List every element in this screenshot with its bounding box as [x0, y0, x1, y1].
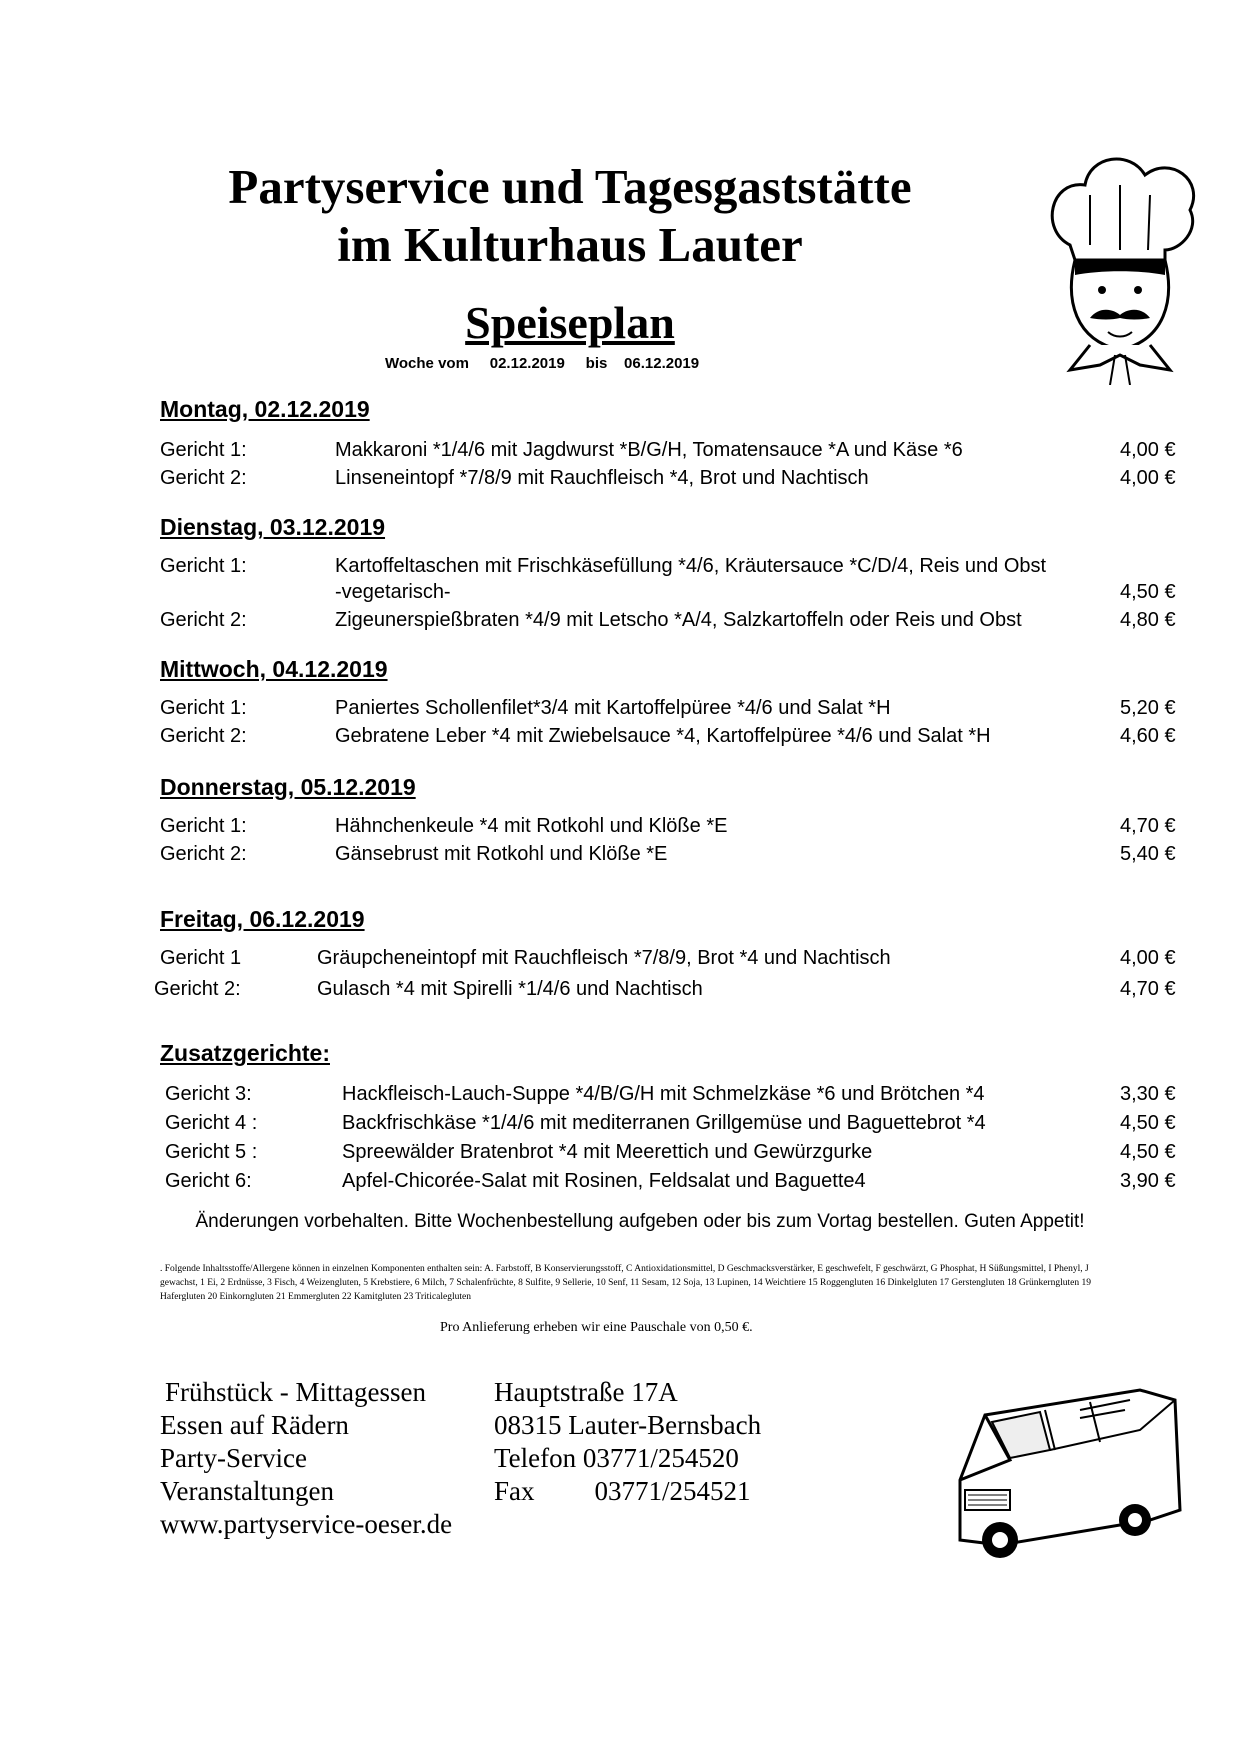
- dish-name: Hackfleisch-Lauch-Suppe *4/B/G/H mit Schmelzkäse *6 und Brötchen *4: [342, 1083, 985, 1105]
- dish-label: Gericht 5 :: [165, 1141, 258, 1163]
- dish-name: Zigeunerspießbraten *4/9 mit Letscho *A/4, Salzkartoffeln oder Reis und Obst: [335, 609, 1022, 631]
- week-range: [385, 355, 699, 372]
- website-link[interactable]: www.partyservice-oeser.de: [160, 1509, 453, 1539]
- dish-label: Gericht 1: [160, 947, 242, 969]
- dish-name: Apfel-Chicorée-Salat mit Rosinen, Feldsalat und Baguette4: [342, 1170, 866, 1192]
- menu-heading: Speiseplan: [465, 297, 675, 348]
- day-heading-thursday: Donnerstag, 05.12.2019: [160, 774, 416, 800]
- dish-label: Gericht 1:: [160, 697, 247, 719]
- week-from: 02.12.2019: [489, 355, 565, 372]
- footer-service: Veranstaltungen: [160, 1476, 334, 1506]
- chef-icon: [1030, 150, 1210, 385]
- dish-price: 3,90 €: [1120, 1170, 1176, 1192]
- dish-name: Gänsebrust mit Rotkohl und Klöße *E: [335, 843, 668, 865]
- dish-label: Gericht 1:: [160, 439, 247, 461]
- dish-price: 4,60 €: [1120, 725, 1176, 747]
- dish-name: Hähnchenkeule *4 mit Rotkohl und Klöße *E: [335, 815, 728, 837]
- week-separator: bis: [585, 355, 608, 372]
- delivery-van-icon: [940, 1370, 1190, 1570]
- fax-number: 03771/254521: [594, 1476, 751, 1506]
- phone-label: Telefon: [494, 1443, 577, 1473]
- fax-line: [494, 1475, 751, 1508]
- dish-price: 4,50 €: [1120, 581, 1176, 603]
- dish-name: Gräupcheneintopf mit Rauchfleisch *7/8/9, Brot *4 und Nachtisch: [317, 947, 891, 969]
- extras-heading: Zusatzgerichte:: [160, 1040, 330, 1066]
- dish-price: 4,80 €: [1120, 609, 1176, 631]
- dish-label: Gericht 1:: [160, 555, 247, 577]
- footer-service: Party-Service: [160, 1443, 307, 1473]
- dish-price: 5,40 €: [1120, 843, 1176, 865]
- dish-price: 3,30 €: [1120, 1083, 1176, 1105]
- dish-price: 4,70 €: [1120, 815, 1176, 837]
- dish-name: Linseneintopf *7/8/9 mit Rauchfleisch *4, Brot und Nachtisch: [335, 467, 869, 489]
- dish-name: Paniertes Schollenfilet*3/4 mit Kartoffelpüree *4/6 und Salat *H: [335, 697, 891, 719]
- dish-name: Backfrischkäse *1/4/6 mit mediterranen Grillgemüse und Baguettebrot *4: [342, 1112, 986, 1134]
- footer-service: Frühstück - Mittagessen: [165, 1377, 426, 1407]
- dish-price: 4,50 €: [1120, 1112, 1176, 1134]
- phone-number: 03771/254520: [582, 1443, 739, 1473]
- day-heading-monday: Montag, 02.12.2019: [160, 396, 370, 422]
- dish-price: 4,50 €: [1120, 1141, 1176, 1163]
- dish-price: 4,70 €: [1120, 978, 1176, 1000]
- day-heading-wednesday: Mittwoch, 04.12.2019: [160, 656, 388, 682]
- dish-price: 4,00 €: [1120, 467, 1176, 489]
- dish-label: Gericht 2:: [154, 978, 241, 1000]
- fax-label: Fax: [494, 1476, 535, 1506]
- title-line-1: Partyservice und Tagesgaststätte: [228, 159, 912, 214]
- dish-label: Gericht 2:: [160, 843, 247, 865]
- dish-name: Gebratene Leber *4 mit Zwiebelsauce *4, Kartoffelpüree *4/6 und Salat *H: [335, 725, 991, 747]
- dish-label: Gericht 6:: [165, 1170, 252, 1192]
- dish-name: Spreewälder Bratenbrot *4 mit Meerettich und Gewürzgurke: [342, 1141, 873, 1163]
- dish-name: Gulasch *4 mit Spirelli *1/4/6 und Nachtisch: [317, 978, 703, 1000]
- dish-label: Gericht 2:: [160, 609, 247, 631]
- day-heading-tuesday: Dienstag, 03.12.2019: [160, 514, 386, 540]
- title-line-2: im Kulturhaus Lauter: [337, 217, 803, 272]
- day-heading-friday: Freitag, 06.12.2019: [160, 906, 365, 932]
- dish-name: Makkaroni *1/4/6 mit Jagdwurst *B/G/H, Tomatensauce *A und Käse *6: [335, 439, 963, 461]
- dish-name: Kartoffeltaschen mit Frischkäsefüllung *4/6, Kräutersauce *C/D/4, Reis und Obst: [335, 555, 1047, 577]
- dish-price: 4,00 €: [1120, 439, 1176, 461]
- delivery-fee-note: Pro Anlieferung erheben wir eine Pauschale von 0,50 €.: [440, 1320, 753, 1335]
- week-to: 06.12.2019: [624, 355, 700, 372]
- order-notice: Änderungen vorbehalten. Bitte Wochenbestellung aufgeben oder bis zum Vortag bestellen. Guten Appetit!: [195, 1211, 1085, 1232]
- dish-price: 4,00 €: [1120, 947, 1176, 969]
- dish-label: Gericht 4 :: [165, 1112, 258, 1134]
- address-city: 08315 Lauter-Bernsbach: [494, 1410, 762, 1440]
- page-title: [150, 158, 990, 274]
- allergen-legend: . Folgende Inhaltsstoffe/Allergene können in einzelnen Komponenten enthalten sein: A. Farbstoff, B Konservierungsstoff, C Antioxidationsmittel, D Geschmacksverstärker, E geschwefelt, F geschwärzt, G Phosphat, H Süßungsmittel, I Phenyl, J gewachst, 1 Ei, 2 Erdnüsse, 3 Fisch, 4 Weizengluten, 5 Krebstiere, 6 Milch, 7 Schalenfrüchte, 8 Sulfite, 9 Sellerie, 10 Senf, 11 Sesam, 12 Soja, 13 Lupinen, 14 Weichtiere 15 Roggengluten 16 Dinkelgluten 17 Gerstengluten 18 Grünkerngluten 19 Hafergluten 20 Einkorngluten 21 Emmergluten 22 Kamitgluten 23 Triticalegluten: [160, 1264, 1091, 1302]
- dish-price: 5,20 €: [1120, 697, 1176, 719]
- week-label: Woche vom: [385, 355, 469, 372]
- dish-label: Gericht 1:: [160, 815, 247, 837]
- dish-label: Gericht 2:: [160, 725, 247, 747]
- dish-label: Gericht 2:: [160, 467, 247, 489]
- dish-label: Gericht 3:: [165, 1083, 252, 1105]
- footer-service: Essen auf Rädern: [160, 1410, 349, 1440]
- address-street: Hauptstraße 17A: [494, 1377, 678, 1407]
- phone-line: [494, 1442, 739, 1475]
- dish-note: -vegetarisch-: [335, 581, 451, 603]
